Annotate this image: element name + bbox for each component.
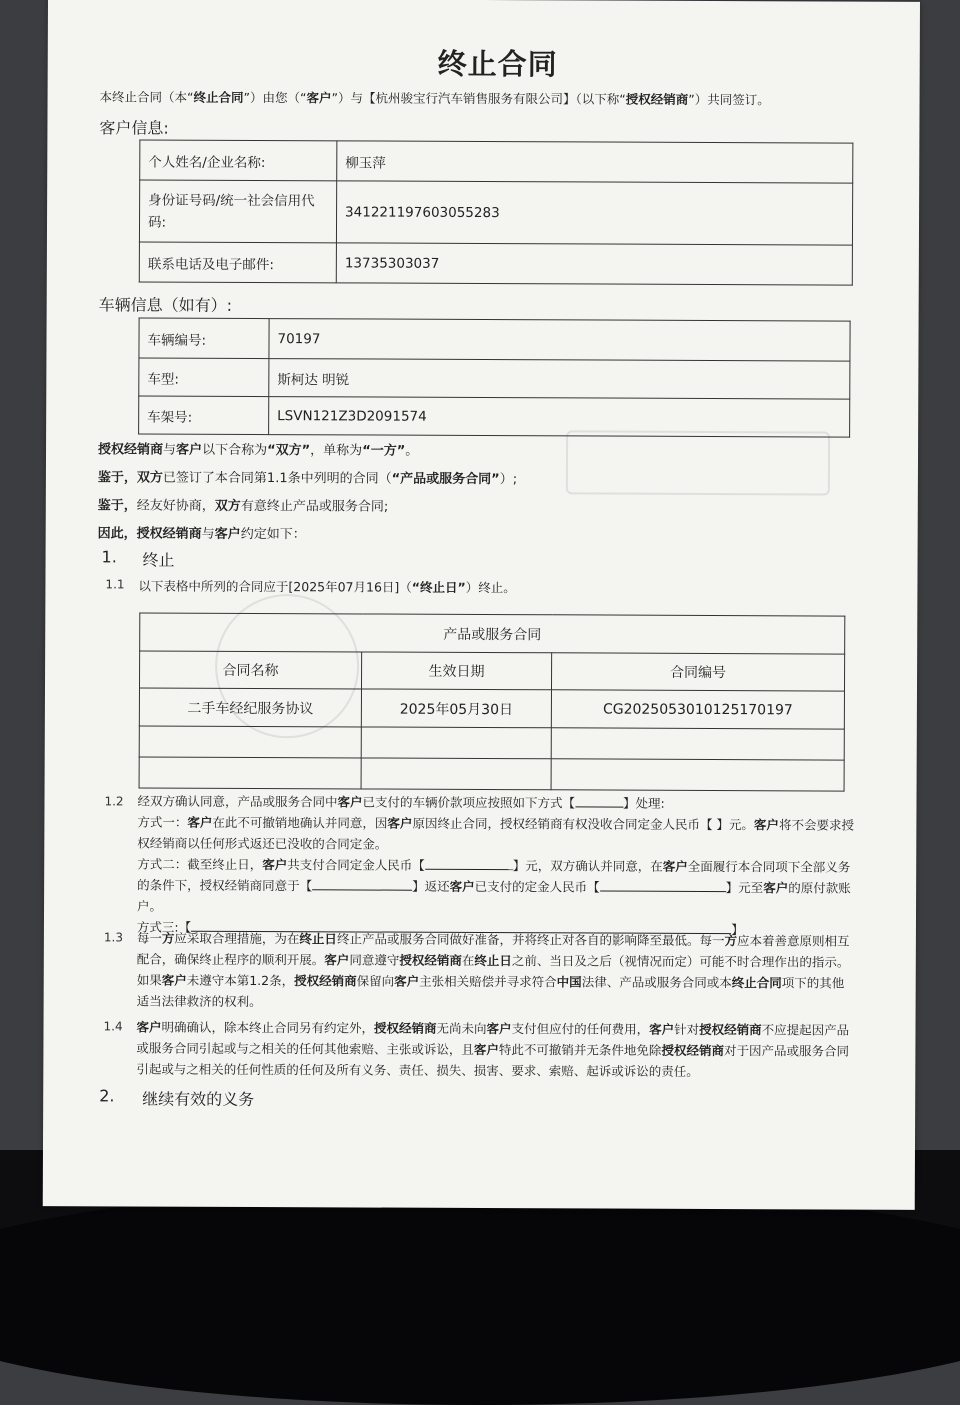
section-2-number: 2. (99, 1086, 115, 1106)
section-1-number: 1. (101, 547, 117, 567)
table-cell (361, 758, 551, 790)
customer-label: 个人姓名/企业名称: (140, 140, 337, 181)
table-cell (551, 759, 844, 791)
customer-info-table (139, 139, 854, 285)
table-row (139, 180, 852, 245)
blank-field (425, 857, 513, 870)
vehicle-label: 车型: (139, 358, 269, 397)
clause-1-2-line: 方式二：截至终止日，客户共支付合同定金人民币【 】元，双方确认并同意，在客户全面履行本合同项下全部义务 (137, 856, 851, 875)
clause-1-4-line: 或服务合同引起或与之相关的任何其他索赔、主张或诉讼，且客户特此不可撤销并无条件地免除授权经销商对于因产品或服务合同 (136, 1040, 850, 1059)
clause-1-3-number: 1.3 (103, 930, 124, 945)
blank-field (575, 794, 623, 807)
section-1-title: 终止 (142, 550, 175, 570)
table-row (139, 396, 850, 437)
section-2-title: 继续有效的义务 (142, 1089, 255, 1110)
recital-parties: 授权经销商与客户以下合称为“双方”，单称为“一方”。 (98, 442, 419, 459)
clause-1-3-line: 适当法律救济的权利。 (136, 993, 262, 1010)
table-row (139, 242, 852, 285)
clause-1-1-text: 以下表格中所列的合同应于[2025年07月16日]（“终止日”）终止。 (138, 578, 516, 596)
table-cell (139, 726, 361, 758)
contract-number-cell: CG2025053010125170197 (551, 690, 844, 729)
clause-1-3-line: 每一方应采取合理措施，为在终止日终止产品或服务合同做好准备，并将终止对各自的影响降至最低。每一方应本着善意原则相互 (136, 930, 850, 949)
table-row (139, 726, 844, 760)
clause-1-2-line: 方式一：客户在此不可撤销地确认并同意，因客户原因终止合同，授权经销商有权没收合同定金人民币【 】元。客户将不会要求授 (137, 814, 855, 833)
customer-value: 柳玉萍 (337, 141, 853, 183)
table-header-row (139, 651, 844, 691)
table-row (139, 757, 844, 791)
clause-1-1-number: 1.1 (105, 577, 125, 592)
vehicle-value: LSVN121Z3D2091574 (269, 397, 850, 438)
clause-1-4-text (136, 1016, 896, 1082)
clause-1-2-text (137, 790, 898, 940)
vehicle-label: 车架号: (139, 396, 269, 435)
intro-paragraph: 本终止合同（本“终止合同”）由您（“客户”）与【杭州骏宝行汽车销售服务有限公司】（以下称“授权经销商”）共同签订。 (99, 89, 770, 108)
customer-label: 身份证号码/统一社会信用代码: (139, 180, 336, 243)
clause-1-2-line: 方式三:【 】 (136, 919, 744, 938)
blank-field (600, 879, 726, 893)
customer-value: 341221197603055283 (336, 181, 852, 245)
table-cell (361, 727, 551, 759)
clause-1-2-line: 经双方确认同意，产品或服务合同中客户已支付的车辆价款项应按照如下方式【 】处理: (137, 793, 665, 811)
recital-whereas-1: 鉴于，双方已签订了本合同第1.1条中列明的合同（“产品或服务合同”）; (97, 470, 518, 488)
contract-list-table (139, 613, 846, 792)
vehicle-section-heading: 车辆信息（如有）: (98, 295, 233, 315)
background-floor (0, 1185, 960, 1405)
column-header: 合同编号 (551, 653, 844, 691)
clause-1-4-line: 客户明确确认，除本终止合同另有约定外，授权经销商无尚未向客户支付但应付的任何费用，客户针对授权经销商不应提起因产品 (136, 1019, 850, 1038)
clause-1-2-number: 1.2 (104, 794, 124, 809)
ghost-print (566, 430, 830, 495)
table-row (139, 318, 850, 361)
vehicle-value: 70197 (269, 319, 850, 362)
clause-1-2-line: 户。 (137, 898, 163, 914)
contract-page (43, 0, 920, 1210)
table-row (139, 688, 844, 729)
table-cell (551, 728, 844, 760)
effective-date-cell: 2025年05月30日 (361, 689, 551, 728)
table-row (139, 358, 850, 399)
customer-value: 13735303037 (336, 243, 852, 285)
vehicle-label: 车辆编号: (139, 318, 269, 359)
vehicle-info-table (138, 317, 851, 437)
clause-1-2-line: 权经销商以任何形式返还已没收的合同定金。 (137, 835, 388, 852)
document-title: 终止合同 (437, 46, 558, 82)
recital-therefore: 因此，授权经销商与客户约定如下： (97, 526, 306, 543)
table-row (140, 140, 853, 183)
customer-section-heading: 客户信息: (99, 118, 169, 138)
clause-1-4-line: 引起或与之相关的任何性质的任何及所有义务、责任、损失、损害、要求、索赔、起诉或诉讼的责任。 (136, 1061, 699, 1079)
table-cell (139, 757, 361, 789)
table-caption-row (140, 613, 845, 654)
recital-whereas-2: 鉴于，经友好协商，双方有意终止产品或服务合同; (97, 498, 389, 515)
clause-1-3-line: 配合，确保终止程序的顺利开展。客户同意遵守授权经销商在终止日之前、当日及之后（视情况而定）可能不时合理作出的指示。 (136, 951, 850, 970)
clause-1-3-line: 如果客户未遵守本第1.2条，授权经销商保留向客户主张相关赔偿并寻求符合中国法律、产品或服务合同或本终止合同项下的其他 (136, 972, 845, 991)
customer-label: 联系电话及电子邮件: (139, 242, 336, 283)
blank-field (312, 877, 412, 890)
contract-name-cell: 二手车经纪服务协议 (139, 688, 361, 727)
clause-1-3-text (137, 927, 897, 1014)
column-header: 生效日期 (361, 652, 551, 690)
column-header: 合同名称 (139, 651, 361, 689)
clause-1-2-line: 的条件下，授权经销商同意于【 】返还客户已支付的定金人民币【 】元至客户的原付款账 (137, 877, 851, 896)
table-caption: 产品或服务合同 (140, 613, 845, 654)
clause-1-4-number: 1.4 (103, 1019, 123, 1034)
vehicle-value: 斯柯达 明锐 (269, 359, 850, 400)
